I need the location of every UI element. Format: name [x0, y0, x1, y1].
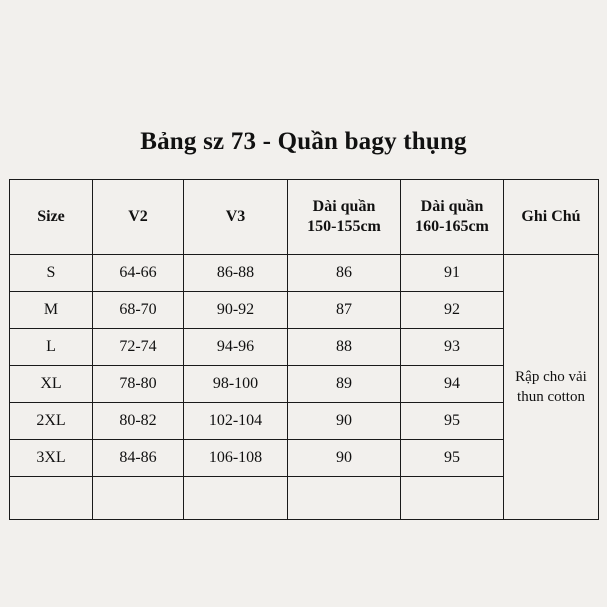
cell-empty — [10, 477, 93, 520]
cell-length-150-155: 86 — [288, 255, 401, 292]
column-header-length-160-165 — [401, 180, 504, 255]
cell-size: M — [10, 292, 93, 329]
column-header-length-150-155-line2: 150-155cm — [307, 218, 381, 235]
table-body — [10, 255, 599, 520]
cell-size: S — [10, 255, 93, 292]
column-header-note-line1: Ghi Chú — [521, 208, 581, 225]
cell-v3: 102-104 — [184, 403, 288, 440]
column-header-v2-line1: V2 — [128, 208, 148, 225]
cell-v2: 80-82 — [93, 403, 184, 440]
column-header-size-line1: Size — [37, 208, 65, 225]
cell-length-150-155: 90 — [288, 440, 401, 477]
cell-size: L — [10, 329, 93, 366]
column-header-note — [504, 180, 599, 255]
cell-v2: 78-80 — [93, 366, 184, 403]
column-header-length-150-155 — [288, 180, 401, 255]
page-title: Bảng sz 73 - Quần bagy thụng — [140, 128, 467, 155]
size-table-container — [9, 179, 598, 520]
size-table — [9, 179, 599, 520]
cell-length-150-155: 87 — [288, 292, 401, 329]
cell-v3: 98-100 — [184, 366, 288, 403]
cell-length-160-165: 95 — [401, 403, 504, 440]
cell-v3: 94-96 — [184, 329, 288, 366]
cell-length-160-165: 95 — [401, 440, 504, 477]
cell-length-150-155: 88 — [288, 329, 401, 366]
cell-empty — [288, 477, 401, 520]
column-header-v3-line1: V3 — [225, 208, 246, 225]
cell-v2: 72-74 — [93, 329, 184, 366]
cell-length-160-165: 93 — [401, 329, 504, 366]
cell-v2: 64-66 — [93, 255, 184, 292]
cell-length-150-155: 89 — [288, 366, 401, 403]
cell-empty — [184, 477, 288, 520]
table-header — [10, 180, 599, 255]
cell-size: 2XL — [10, 403, 93, 440]
cell-v3: 90-92 — [184, 292, 288, 329]
column-header-length-150-155-line1: Dài quần — [312, 198, 376, 215]
cell-length-160-165: 92 — [401, 292, 504, 329]
column-header-length-160-165-line2: 160-165cm — [415, 218, 489, 235]
column-header-length-160-165-line1: Dài quần — [420, 198, 484, 215]
cell-note — [504, 255, 599, 520]
note-line1: Rập cho vải — [515, 368, 587, 385]
cell-length-160-165: 94 — [401, 366, 504, 403]
column-header-v3 — [184, 180, 288, 255]
table-header-row — [10, 180, 599, 255]
column-header-size — [10, 180, 93, 255]
table-row — [10, 255, 599, 292]
cell-v3: 86-88 — [184, 255, 288, 292]
cell-empty — [93, 477, 184, 520]
cell-size: 3XL — [10, 440, 93, 477]
cell-length-160-165: 91 — [401, 255, 504, 292]
cell-size: XL — [10, 366, 93, 403]
note-line2: thun cotton — [517, 389, 585, 405]
cell-v3: 106-108 — [184, 440, 288, 477]
cell-length-150-155: 90 — [288, 403, 401, 440]
cell-v2: 68-70 — [93, 292, 184, 329]
cell-v2: 84-86 — [93, 440, 184, 477]
column-header-v2 — [93, 180, 184, 255]
cell-empty — [401, 477, 504, 520]
